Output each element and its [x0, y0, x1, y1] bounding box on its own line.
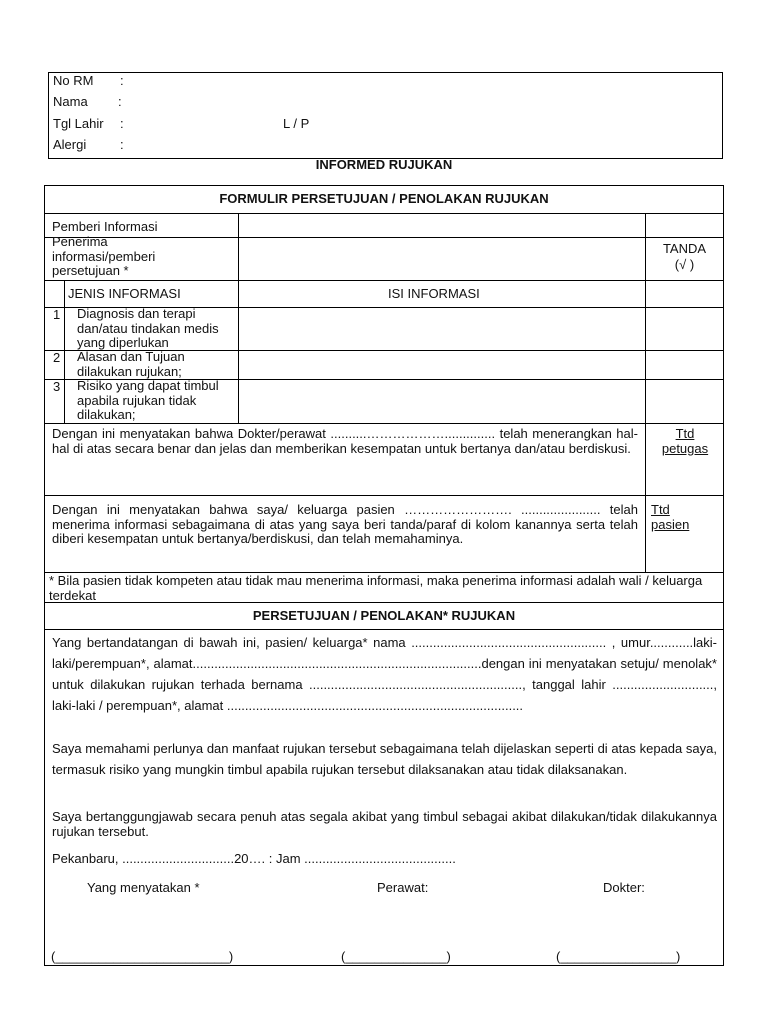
gender-field: L / P — [283, 116, 310, 131]
info-row-text: Alasan dan Tujuan dilakukan rujukan; — [77, 349, 185, 379]
nama-label: Nama — [53, 94, 88, 109]
signature-label-patient: Yang menyatakan * — [87, 880, 200, 895]
tgl-lahir-colon: : — [120, 116, 124, 131]
signature-line-nurse: (______________) — [341, 949, 451, 964]
info-row-text: Risiko yang dapat timbul apabila rujukan tidak dilakukan; — [77, 378, 219, 422]
penerima-note: * Bila pasien tidak kompeten atau tidak mau menerima informasi, maka penerima informasi adalah wali / keluarga terdekat — [49, 573, 703, 603]
info-row-number: 3 — [53, 379, 61, 394]
form-title: FORMULIR PERSETUJUAN / PENOLAKAN RUJUKAN — [219, 191, 549, 206]
tanda-header: TANDA — [662, 241, 707, 256]
info-row-text: Diagnosis dan terapi dan/atau tindakan medis yang diperlukan — [77, 306, 219, 350]
no-rm-colon: : — [120, 73, 124, 88]
consent-title: PERSETUJUAN / PENOLAKAN* RUJUKAN — [252, 608, 516, 623]
signature-label-nurse: Perawat: — [377, 880, 429, 895]
info-row-number: 2 — [53, 350, 61, 365]
tanda-mark: (√ ) — [674, 257, 695, 272]
doc-title: INFORMED RUJUKAN — [315, 157, 453, 172]
signature-line-patient: (________________________) — [51, 949, 234, 964]
penerima-label: Penerima informasi/pemberi persetujuan * — [52, 234, 156, 278]
alergi-colon: : — [120, 137, 124, 152]
alergi-label: Alergi — [53, 137, 87, 152]
jenis-informasi-header: JENIS INFORMASI — [68, 286, 181, 301]
info-row-number: 1 — [53, 307, 61, 322]
dokter-statement: Dengan ini menyatakan bahwa Dokter/perawat ..........……………….............. telah menerangkan hal-hal di atas secara benar dan jelas dan memberikan kesempatan untuk bertanya dan/atau berdiskusi. — [52, 426, 638, 456]
consent-paragraph-understanding: Saya memahami perlunya dan manfaat rujukan tersebut sebagaimana telah dijelaskan seperti di atas kepada saya, termasuk risiko yang mungkin timbul apabila rujukan tersebut dilaksanakan atau tidak dilaksanakan. — [52, 741, 717, 777]
consent-paragraph-identity: Yang bertandatangan di bawah ini, pasien/ keluarga* nama ...................................................... , umur............laki-laki/perempuan*, alamat................................................................................dengan ini menyatakan setuju/ menolak* untuk dilakukan rujukan terhada bernama ..........................................................., tanggal lahir ............................, laki-laki / perempuan*, alamat .................................................................................. — [52, 635, 717, 713]
pemberi-label: Pemberi Informasi — [52, 219, 158, 234]
no-rm-label: No RM — [53, 73, 94, 88]
pasien-statement: Dengan ini menyatakan bahwa saya/ keluarga pasien ……………………. ...................... telah menerima informasi sebagaimana di atas yang saya beri tanda/paraf di kolom kanannya serta telah diberi kesempatan untuk bertanya/berdiskusi, dan telah memahaminya. — [52, 502, 638, 546]
signature-label-doctor: Dokter: — [603, 880, 645, 895]
ttd-petugas: Ttd petugas — [661, 426, 709, 456]
tgl-lahir-label: Tgl Lahir — [53, 116, 104, 131]
isi-informasi-header: ISI INFORMASI — [388, 286, 480, 301]
place-date-line: Pekanbaru, ...............................20…. : Jam .......................................... — [52, 851, 456, 866]
consent-paragraph-responsibility: Saya bertanggungjawab secara penuh atas segala akibat yang timbul sebagai akibat dilakukan/tidak dilakukannya rujukan tersebut. — [52, 809, 717, 839]
patient-header-box — [48, 72, 723, 159]
nama-colon: : — [118, 94, 122, 109]
signature-line-doctor: (________________) — [556, 949, 681, 964]
ttd-pasien: Ttd pasien — [651, 502, 690, 532]
